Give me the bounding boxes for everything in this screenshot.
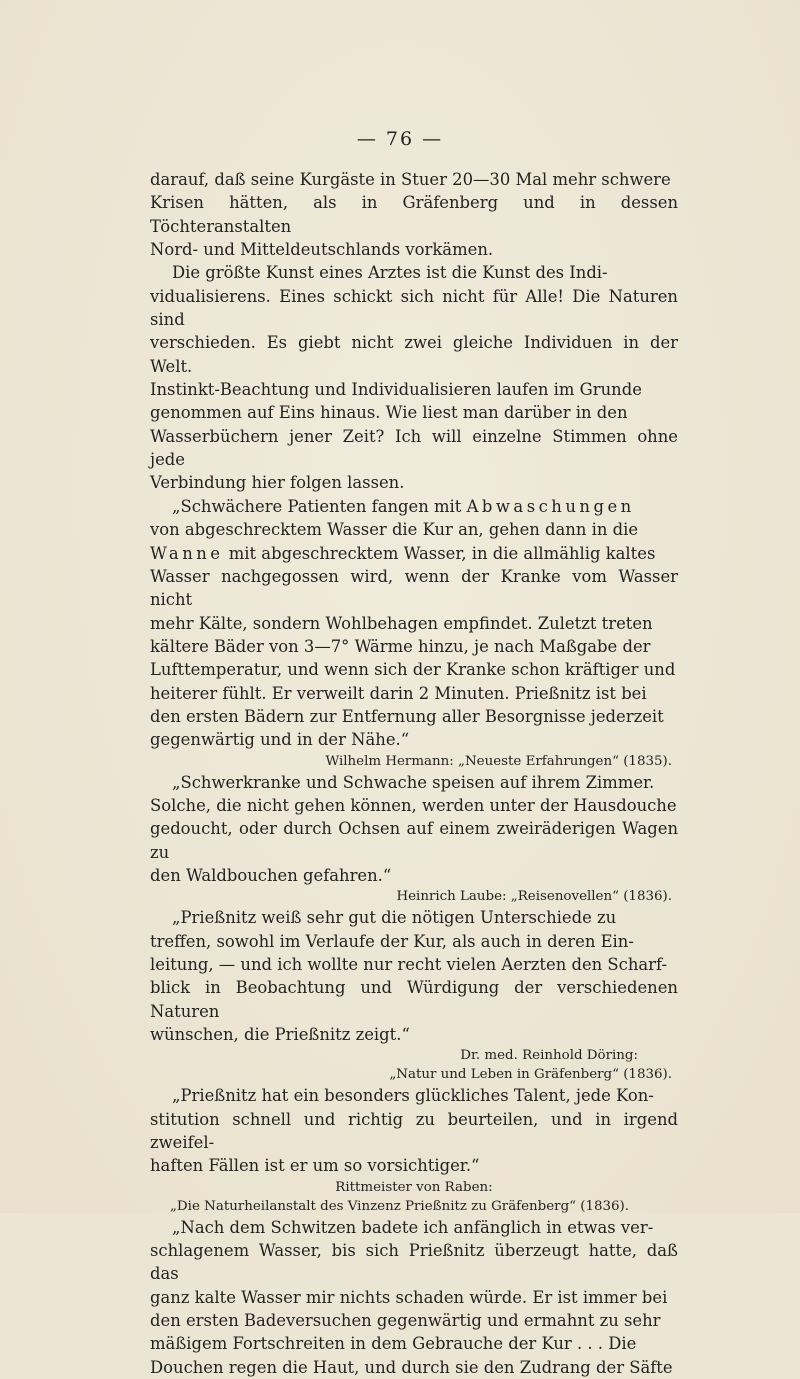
- quote-doering: [150, 906, 678, 1046]
- text-line: Wasser nachgegossen wird, wenn der Kranke vom Wasser nicht: [150, 566, 678, 610]
- citation: Heinrich Laube: „Reisenovellen“ (1836).: [396, 889, 672, 905]
- text-line: Krisen hätten, als in Gräfenberg und in dessen Töchteranstalten: [150, 193, 678, 236]
- text-line: blick in Beobachtung und Würdigung der verschiedenen Naturen: [150, 978, 678, 1021]
- text-line: den ersten Badeversuchen gegenwärtig und ermahnt zu sehr: [150, 1311, 661, 1331]
- citation: Dr. med. Reinhold Döring:: [460, 1048, 638, 1064]
- quote-laube: [150, 771, 678, 888]
- page-number: — 76 —: [356, 128, 444, 150]
- text-line: wünschen, die Prießnitz zeigt.“: [150, 1025, 410, 1045]
- text-line: verschieden. Es giebt nicht zwei gleiche Individuen in der Welt.: [150, 333, 678, 376]
- paragraph: [150, 168, 678, 261]
- text-line: gedoucht, oder durch Ochsen auf einem zweiräderigen Wagen zu: [150, 819, 678, 862]
- text-line: von abgeschrecktem Wasser die Kur an, gehen dann in die: [150, 520, 639, 540]
- text-line: darauf, daß seine Kurgäste in Stuer 20—30 Mal mehr schwere: [150, 170, 671, 189]
- text-line: Instinkt-Beachtung und Individualisieren laufen im Grunde: [150, 380, 642, 400]
- text-line: Verbindung hier folgen lassen.: [150, 473, 405, 493]
- quote-hermann: „Schwächere Patienten fangen mit Abwaschungen von abgeschrecktem Wasser die Kur an, gehen dann in die Wanne mit abgeschrecktem Wasser, in die allmählig kaltes Wasser nachgegossen wird, wenn der Kranke vom Wasser nicht mehr Kälte, sondern Wohlbehagen empfindet. Zuletzt treten kältere Bäder von 3—7° Wärme hinzu, je nach Maßgabe der Lufttemperatur, und wenn sich der Kranke schon kräftiger und heiterer fühlt. Er verweilt darin 2 Minuten. Prießnitz ist bei den ersten Bädern zur Entfernung aller Besorgnisse jederzeit gegenwärtig und in der Nähe.“: [150, 496, 678, 750]
- text-line: Lufttemperatur, und wenn sich der Kranke schon kräftiger und: [150, 660, 676, 680]
- citation: Wilhelm Hermann: „Neueste Erfahrungen“ (1835).: [325, 753, 672, 769]
- text-line: „Prießnitz hat ein besonders glückliches Talent, jede Kon-: [172, 1086, 654, 1106]
- text-line: mehr Kälte, sondern Wohlbehagen empfindet. Zuletzt treten: [150, 613, 653, 633]
- text-line: mäßigem Fortschreiten in dem Gebrauche der Kur . . . Die: [150, 1334, 637, 1354]
- text-line: „Schwerkranke und Schwache speisen auf ihrem Zimmer.: [172, 772, 655, 792]
- paragraph: [150, 261, 678, 494]
- text-line: Solche, die nicht gehen können, werden unter der Hausdouche: [150, 795, 677, 815]
- citation: „Natur und Leben in Gräfenberg“ (1836).: [389, 1067, 672, 1083]
- quote-unattributed: [150, 1216, 678, 1379]
- emphasis: Wanne: [150, 543, 224, 563]
- text-line: vidualisierens. Eines schickt sich nicht für Alle! Die Naturen sind: [150, 286, 678, 330]
- text-line: genommen auf Eins hinaus. Wie liest man darüber in den: [150, 403, 628, 423]
- text-line: den ersten Bädern zur Entfernung aller Besorgnisse jederzeit: [150, 706, 664, 726]
- text-line: treffen, sowohl im Verlaufe der Kur, als auch in deren Ein-: [150, 931, 634, 951]
- text-line: ganz kalte Wasser mir nichts schaden würde. Er ist immer bei: [150, 1287, 668, 1307]
- text-line: heiterer fühlt. Er verweilt darin 2 Minuten. Prießnitz ist bei: [150, 683, 647, 703]
- text-line: Nord- und Mitteldeutschlands vorkämen.: [150, 240, 494, 260]
- text-line: Douchen regen die Haut, und durch sie den Zudrang der Säfte: [150, 1357, 673, 1377]
- text-line: schlagenem Wasser, bis sich Prießnitz überzeugt hatte, daß das: [150, 1241, 678, 1284]
- text-line: kältere Bäder von 3—7° Wärme hinzu, je nach Maßgabe der: [150, 636, 651, 656]
- text-line: Wasserbüchern jener Zeit? Ich will einzelne Stimmen ohne jede: [150, 426, 678, 470]
- emphasis: Abwaschungen: [466, 496, 635, 516]
- citation: Rittmeister von Raben:: [335, 1179, 493, 1195]
- text-line: stitution schnell und richtig zu beurteilen, und in irgend zweifel-: [150, 1109, 678, 1153]
- body-text: [150, 168, 678, 1379]
- text-line: den Waldbouchen gefahren.“: [150, 865, 392, 885]
- text-line: haften Fällen ist er um so vorsichtiger.“: [150, 1156, 480, 1176]
- citation: „Die Naturheilanstalt des Vinzenz Prießnitz zu Gräfenberg“ (1836).: [170, 1198, 630, 1214]
- text-line: „Prießnitz weiß sehr gut die nötigen Unterschiede zu: [172, 908, 617, 928]
- text-line: leitung, — und ich wollte nur recht vielen Aerzten den Scharf-: [150, 955, 668, 974]
- text-line: Die größte Kunst eines Arztes ist die Kunst des Indi-: [172, 263, 608, 283]
- text-line: gegenwärtig und in der Nähe.“: [150, 730, 410, 750]
- text-line: „Nach dem Schwitzen badete ich anfänglich in etwas ver-: [172, 1217, 654, 1237]
- quote-raben: [150, 1084, 678, 1177]
